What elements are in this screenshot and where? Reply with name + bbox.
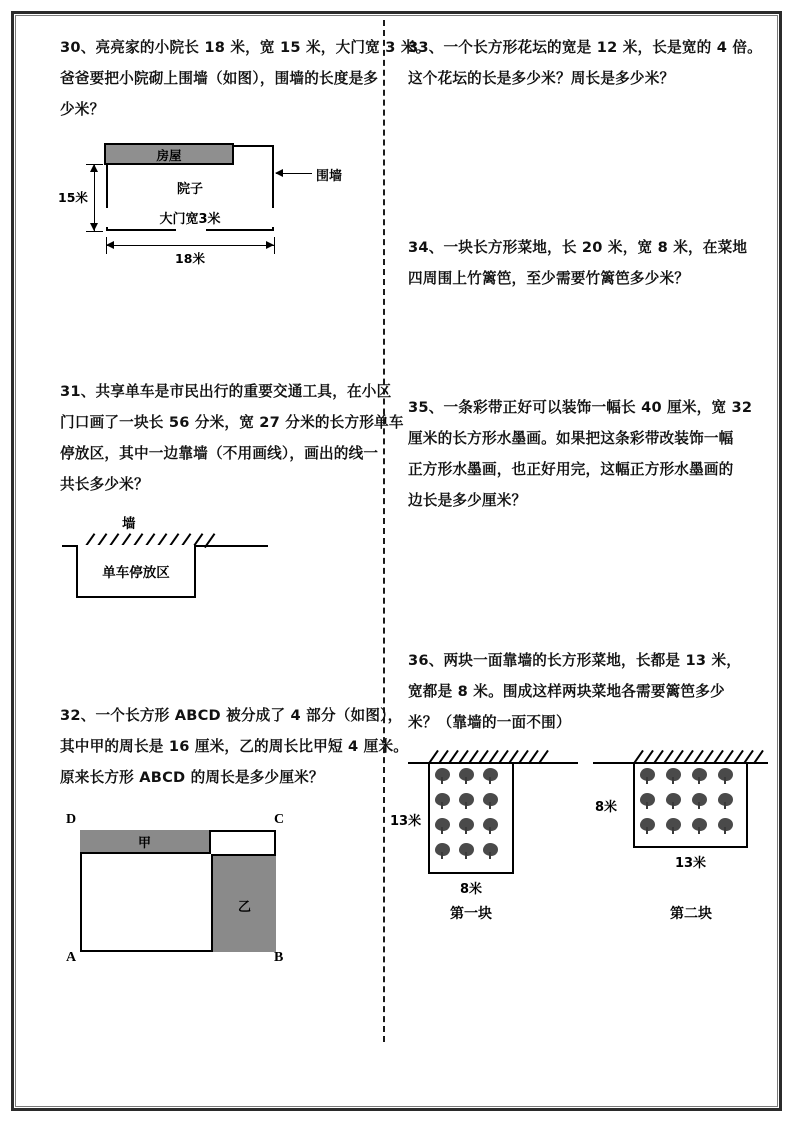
height-dimension-line bbox=[94, 164, 95, 231]
question-34-line-2: 四周围上竹篱笆，至少需要竹篱笆多少米？ bbox=[408, 270, 690, 287]
right-column bbox=[383, 0, 793, 1122]
width-dimension-line bbox=[106, 245, 274, 246]
plant-icon bbox=[434, 818, 451, 835]
question-31-line-3: 停放区，其中一边靠墙（不用画线），画出的线一 bbox=[60, 445, 379, 462]
plot2-wall-hatching bbox=[633, 748, 758, 762]
corner-label-c: C bbox=[274, 812, 285, 827]
question-30-line-3: 少米？ bbox=[60, 101, 105, 118]
plant-icon bbox=[434, 793, 451, 810]
plot2-side-label: 8米 bbox=[595, 800, 618, 815]
question-35-line-4: 边长是多少厘米？ bbox=[408, 492, 527, 509]
width-arrow-right-icon bbox=[266, 241, 274, 249]
plant-icon bbox=[434, 768, 451, 785]
corner-label-d: D bbox=[66, 812, 77, 827]
plant-icon bbox=[691, 818, 708, 835]
plot2-plant-grid bbox=[639, 768, 743, 843]
width-dimension-cap-right bbox=[274, 237, 275, 254]
plant-icon bbox=[717, 793, 734, 810]
plant-icon bbox=[717, 768, 734, 785]
question-30-figure bbox=[58, 136, 382, 271]
question-36-text bbox=[408, 645, 748, 738]
plant-icon bbox=[639, 793, 656, 810]
question-32-text bbox=[60, 700, 409, 793]
question-35-text bbox=[408, 392, 753, 516]
question-31-figure bbox=[62, 512, 292, 617]
plant-icon bbox=[639, 818, 656, 835]
house-block bbox=[104, 143, 234, 165]
question-31-line-4: 共长多少米？ bbox=[60, 476, 149, 493]
question-36-line-2: 宽都是 8 米。围成这样两块菜地各需要篱笆多少 bbox=[408, 683, 725, 700]
question-35-line-1: 35、一条彩带正好可以装饰一幅长 40 厘米，宽 32 bbox=[408, 399, 753, 416]
plant-icon bbox=[665, 768, 682, 785]
question-36-line-3: 米？（靠墙的一面不围） bbox=[408, 714, 571, 731]
plot2-caption: 第二块 bbox=[670, 906, 712, 922]
question-36-plot-2 bbox=[593, 748, 773, 928]
question-32-figure bbox=[66, 812, 306, 972]
question-31-line-1: 31、共享单车是市民出行的重要交通工具，在小区 bbox=[60, 383, 392, 400]
width-label: 18米 bbox=[175, 251, 205, 266]
plant-icon bbox=[665, 818, 682, 835]
plant-icon bbox=[458, 768, 475, 785]
plant-icon bbox=[639, 768, 656, 785]
question-33-line-1: 33、一个长方形花坛的宽是 12 米，长是宽的 4 倍。 bbox=[408, 39, 762, 56]
plant-icon bbox=[691, 768, 708, 785]
bike-parking-label: 单车停放区 bbox=[102, 565, 170, 581]
region-yi bbox=[211, 854, 276, 952]
plant-icon bbox=[482, 768, 499, 785]
plant-icon bbox=[458, 843, 475, 860]
question-36-line-1: 36、两块一面靠墙的长方形菜地，长都是 13 米， bbox=[408, 652, 742, 669]
question-34-line-1: 34、一块长方形菜地，长 20 米，宽 8 米，在菜地 bbox=[408, 239, 748, 256]
plot2-bottom-label: 13米 bbox=[674, 856, 707, 871]
question-36-plot-1 bbox=[390, 748, 588, 928]
region-jia bbox=[80, 830, 211, 854]
gate-opening bbox=[176, 229, 206, 233]
region-yi-label: 乙 bbox=[237, 900, 251, 915]
height-label: 15米 bbox=[58, 190, 88, 205]
house-label: 房屋 bbox=[156, 148, 182, 163]
question-34-text bbox=[408, 232, 748, 294]
corner-label-b: B bbox=[274, 950, 284, 965]
plant-icon bbox=[458, 793, 475, 810]
height-arrow-down-icon bbox=[90, 223, 98, 231]
plant-icon bbox=[482, 793, 499, 810]
plant-icon bbox=[482, 818, 499, 835]
wall-label: 围墙 bbox=[316, 169, 343, 184]
region-jia-label: 甲 bbox=[137, 836, 151, 851]
question-32-line-1: 32、一个长方形 ABCD 被分成了 4 部分（如图）， bbox=[60, 707, 403, 724]
question-30-line-1: 30、亮亮家的小院长 18 米，宽 15 米，大门宽 3 米。 bbox=[60, 39, 431, 56]
plant-icon bbox=[458, 818, 475, 835]
plot1-caption: 第一块 bbox=[450, 906, 492, 922]
question-33-line-2: 这个花坛的长是多少米？周长是多少米？ bbox=[408, 70, 675, 87]
question-32-line-2: 其中甲的周长是 16 厘米，乙的周长比甲短 4 厘米。 bbox=[60, 738, 409, 755]
corner-label-a: A bbox=[66, 950, 77, 965]
question-30-line-2: 爸爸要把小院砌上围墙（如图），围墙的长度是多 bbox=[60, 70, 379, 87]
bike-parking-rectangle bbox=[76, 545, 196, 598]
courtyard-label: 院子 bbox=[176, 182, 203, 197]
gate-width-label: 大门宽3米 bbox=[106, 208, 274, 227]
question-31-line-2: 门口画了一块长 56 分米，宽 27 分米的长方形单车 bbox=[60, 414, 404, 431]
width-arrow-left-icon bbox=[106, 241, 114, 249]
question-35-line-2: 厘米的长方形水墨画。如果把这条彩带改装饰一幅 bbox=[408, 430, 734, 447]
height-dimension-cap-bottom bbox=[86, 231, 103, 232]
plant-icon bbox=[482, 843, 499, 860]
plot1-plant-grid bbox=[434, 768, 506, 868]
plant-icon bbox=[717, 818, 734, 835]
plot1-side-label: 13米 bbox=[390, 814, 422, 829]
height-arrow-up-icon bbox=[90, 164, 98, 172]
plot1-bottom-label: 8米 bbox=[459, 882, 483, 897]
question-33-text bbox=[408, 32, 762, 94]
plot1-wall-hatching bbox=[428, 748, 538, 762]
question-32-line-3: 原来长方形 ABCD 的周长是多少厘米？ bbox=[60, 769, 324, 786]
plant-icon bbox=[665, 793, 682, 810]
question-30-text bbox=[60, 32, 431, 125]
question-31-text bbox=[60, 376, 404, 500]
wall-pointer-arrow-icon bbox=[275, 169, 283, 177]
bike-wall-hatching bbox=[84, 531, 212, 545]
bike-wall-label: 墙 bbox=[122, 516, 136, 532]
question-35-line-3: 正方形水墨画，也正好用完，这幅正方形水墨画的 bbox=[408, 461, 734, 478]
plant-icon bbox=[691, 793, 708, 810]
plant-icon bbox=[434, 843, 451, 860]
